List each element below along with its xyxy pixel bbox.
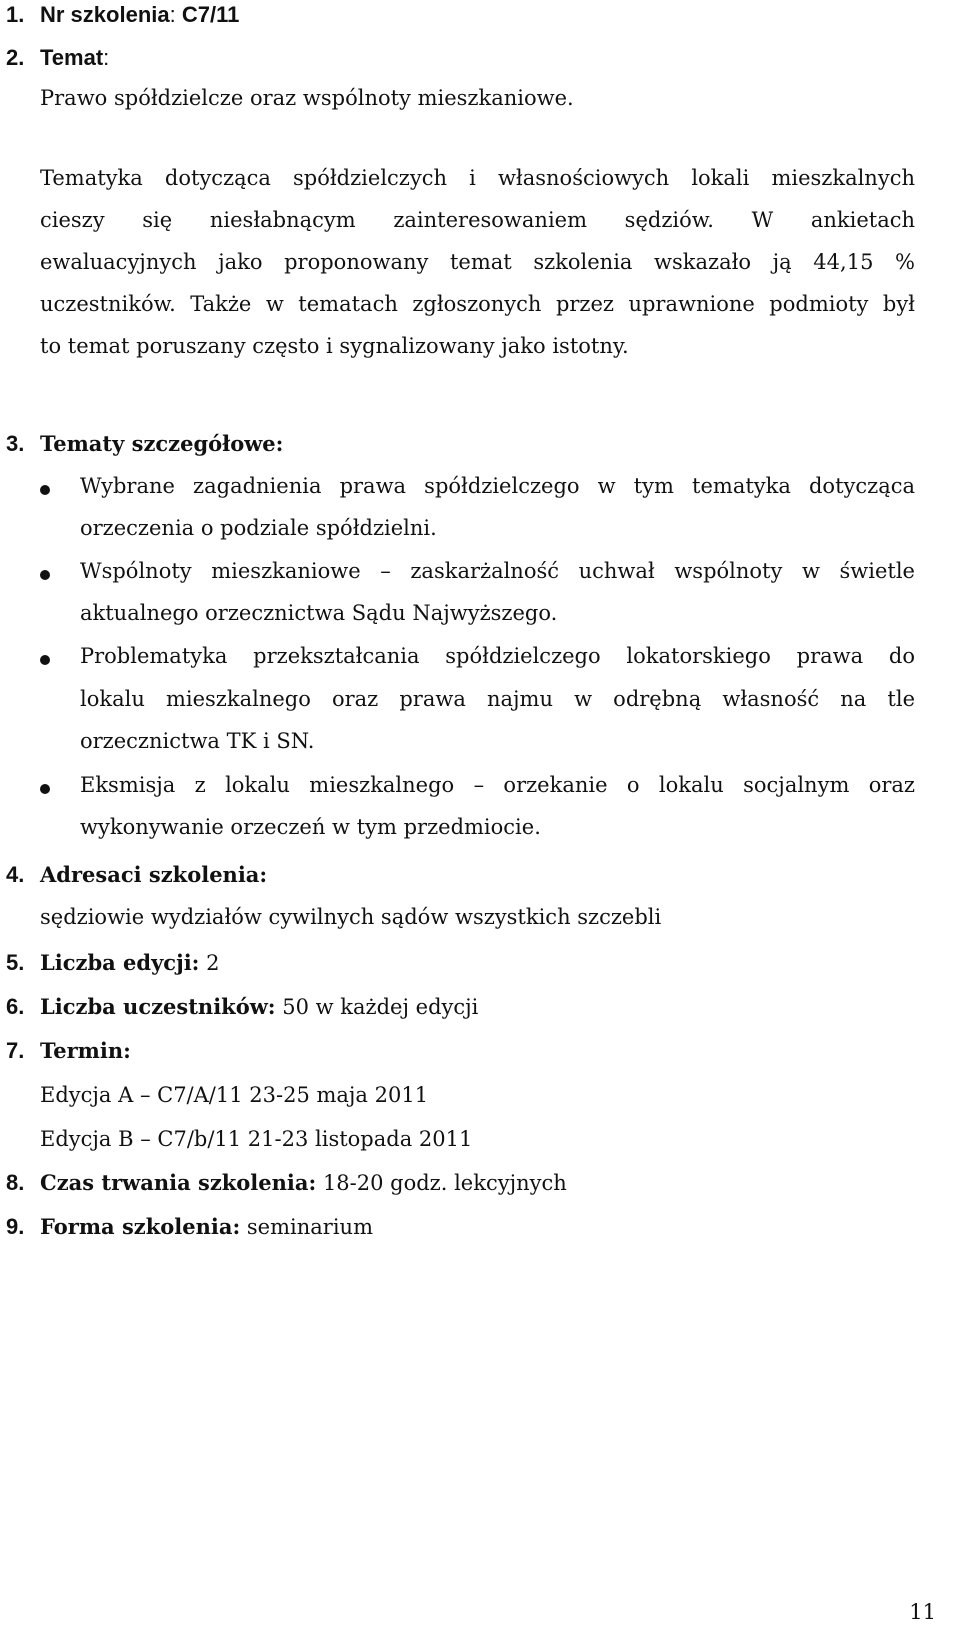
item-number-5: 5.	[6, 950, 25, 975]
bullet-2-line-2: aktualnego orzecznictwa Sądu Najwyższego.	[80, 601, 558, 625]
duration-value: 18-20 godz. lekcyjnych	[322, 1171, 567, 1195]
duration-label: Czas trwania szkolenia:	[40, 1170, 317, 1195]
training-number-value: C7/11	[181, 2, 240, 27]
training-form-value: seminarium	[246, 1215, 373, 1239]
item-number-6: 6.	[6, 994, 25, 1019]
editions-count-label: Liczba edycji:	[40, 950, 200, 975]
edition-a-dates: Edycja A – C7/A/11 23-25 maja 2011	[40, 1083, 429, 1107]
intro-line-4: uczestników. Także w tematach zgłoszonych przez uprawnione podmioty był	[40, 292, 915, 316]
bullet-4-line-1: Eksmisja z lokalu mieszkalnego – orzekanie o lokalu socjalnym oraz	[80, 773, 915, 797]
participants-count-label: Liczba uczestników:	[40, 994, 276, 1019]
bullet-1-line-1: Wybrane zagadnienia prawa spółdzielczego w tym tematyka dotycząca	[80, 474, 915, 498]
training-form-label: Forma szkolenia:	[40, 1214, 241, 1239]
topic-colon: :	[103, 45, 110, 70]
bullet-dot-icon	[40, 655, 50, 665]
duration-line	[40, 1170, 567, 1195]
intro-line-1: Tematyka dotycząca spółdzielczych i własnościowych lokali mieszkalnych	[40, 166, 915, 190]
edition-b-dates: Edycja B – C7/b/11 21-23 listopada 2011	[40, 1127, 473, 1151]
bullet-3-line-2: lokalu mieszkalnego oraz prawa najmu w odrębną własność na tle	[80, 687, 915, 711]
page-number: 11	[909, 1600, 936, 1624]
intro-line-2: cieszy się niesłabnącym zainteresowaniem sędziów. W ankietach	[40, 208, 915, 232]
detailed-topics-heading	[40, 431, 283, 456]
detailed-topics-label: Tematy szczegółowe:	[40, 431, 284, 456]
item-number-3: 3.	[6, 431, 25, 456]
training-form-line	[40, 1214, 373, 1239]
item-number-2: 2.	[6, 45, 25, 70]
bullet-2-line-1: Wspólnoty mieszkaniowe – zaskarżalność uchwał wspólnoty w świetle	[80, 559, 915, 583]
participants-count-value: 50 w każdej edycji	[282, 995, 479, 1019]
participants-count-line	[40, 994, 478, 1019]
topic-heading	[40, 45, 109, 71]
addressees-text: sędziowie wydziałów cywilnych sądów wszystkich szczebli	[40, 905, 662, 929]
editions-count-line	[40, 950, 219, 975]
bullet-4-line-2: wykonywanie orzeczeń w tym przedmiocie.	[80, 815, 541, 839]
bullet-dot-icon	[40, 485, 50, 495]
topic-text: Prawo spółdzielcze oraz wspólnoty mieszkaniowe.	[40, 86, 574, 110]
bullet-3-line-1: Problematyka przekształcania spółdzielczego lokatorskiego prawa do	[80, 644, 915, 668]
item-number-7: 7.	[6, 1038, 25, 1063]
item-number-1: 1.	[6, 2, 25, 27]
training-number-label: Nr szkolenia	[40, 2, 170, 27]
training-number-colon: :	[169, 2, 176, 27]
item-number-9: 9.	[6, 1214, 25, 1239]
item-number-4: 4.	[6, 862, 25, 887]
dates-heading	[40, 1038, 131, 1063]
addressees-heading	[40, 862, 267, 887]
dates-label: Termin:	[40, 1038, 131, 1063]
intro-line-5: to temat poruszany często i sygnalizowany jako istotny.	[40, 334, 629, 358]
item-number-8: 8.	[6, 1170, 25, 1195]
editions-count-value: 2	[206, 951, 220, 975]
training-number-heading	[40, 2, 239, 28]
bullet-1-line-2: orzeczenia o podziale spółdzielni.	[80, 516, 437, 540]
topic-label: Temat	[40, 45, 104, 70]
addressees-label: Adresaci szkolenia:	[40, 862, 268, 887]
bullet-dot-icon	[40, 784, 50, 794]
bullet-3-line-3: orzecznictwa TK i SN.	[80, 729, 315, 753]
bullet-dot-icon	[40, 570, 50, 580]
intro-line-3: ewaluacyjnych jako proponowany temat szkolenia wskazało ją 44,15 %	[40, 250, 915, 274]
